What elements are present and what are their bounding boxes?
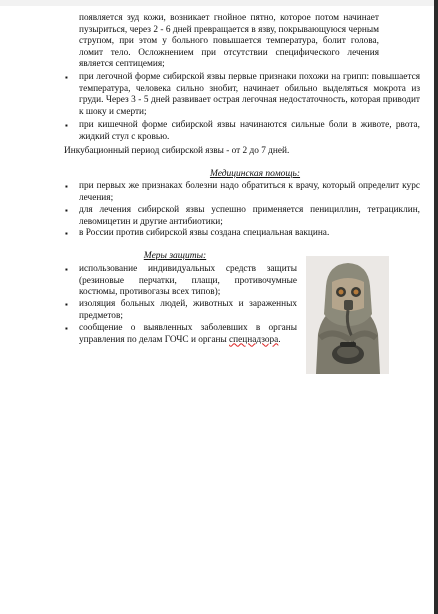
protective-suit-person-icon [306, 256, 389, 374]
bullet-icon: ▪ [65, 121, 68, 130]
bullet-icon: ▪ [65, 229, 68, 238]
paragraph-skin-form: появляется зуд кожи, возникает гнойное пятно, которое потом начинает пузыриться, через 2 - 6 дней превращается в язву, покрывающуюся черным струпом, при этом у больного повышается температура, болит голова, ломит тело. Осложнением при отсутствии специфического лечения является септицемия; [79, 13, 379, 70]
paragraph-lung-form: при легочной форме сибирской язвы первые признаки похожи на грипп: повышается температура, человека сильно знобит, начинает обильно выделяться мокрота из груди. Через 3 - 5 дней развивает острая легочная недостаточность, которая приводит к шоку и смерти; [79, 72, 420, 117]
heading-protection: Меры защиты: [143, 251, 207, 261]
protection-item-text: сообщение о выявленных заболевших в органы управления по делам ГОЧС и органы [79, 323, 297, 345]
protection-item: использование индивидуальных средств защиты (резиновые перчатки, плащи, противочумные костюмы, противогазы всех типов); [79, 264, 297, 298]
protection-item: изоляция больных людей, животных и зараженных предметов; [79, 299, 297, 321]
protection-item: сообщение о выявленных заболевших в органы управления по делам ГОЧС и органы спецнадзора. [79, 323, 297, 345]
bullet-icon: ▪ [65, 265, 68, 274]
paragraph-gut-form: при кишечной форме сибирской язвы начинаются сильные боли в животе, рвота, жидкий стул с кровью. [79, 120, 420, 142]
bullet-icon: ▪ [65, 73, 68, 82]
medical-help-item: в России против сибирской язвы создана специальная вакцина. [79, 228, 330, 238]
protective-suit-photo [306, 256, 389, 374]
bullet-icon: ▪ [65, 182, 68, 191]
heading-medical-help: Медицинская помощь: [209, 169, 301, 179]
spellcheck-word: спецнадзора [229, 334, 279, 345]
bullet-icon: ▪ [65, 300, 68, 309]
bullet-icon: ▪ [65, 324, 68, 333]
paragraph-incubation: Инкубационный период сибирской язвы - от 2 до 7 дней. [64, 146, 290, 156]
medical-help-item: при первых же признаках болезни надо обратиться к врачу, который определит курс лечения; [79, 181, 420, 203]
page-top-edge [0, 0, 438, 6]
medical-help-item: для лечения сибирской язвы успешно применяется пенициллин, тетрациклин, левомицетин и другие антибиотики; [79, 205, 420, 227]
page-right-edge [434, 0, 438, 614]
bullet-icon: ▪ [65, 206, 68, 215]
